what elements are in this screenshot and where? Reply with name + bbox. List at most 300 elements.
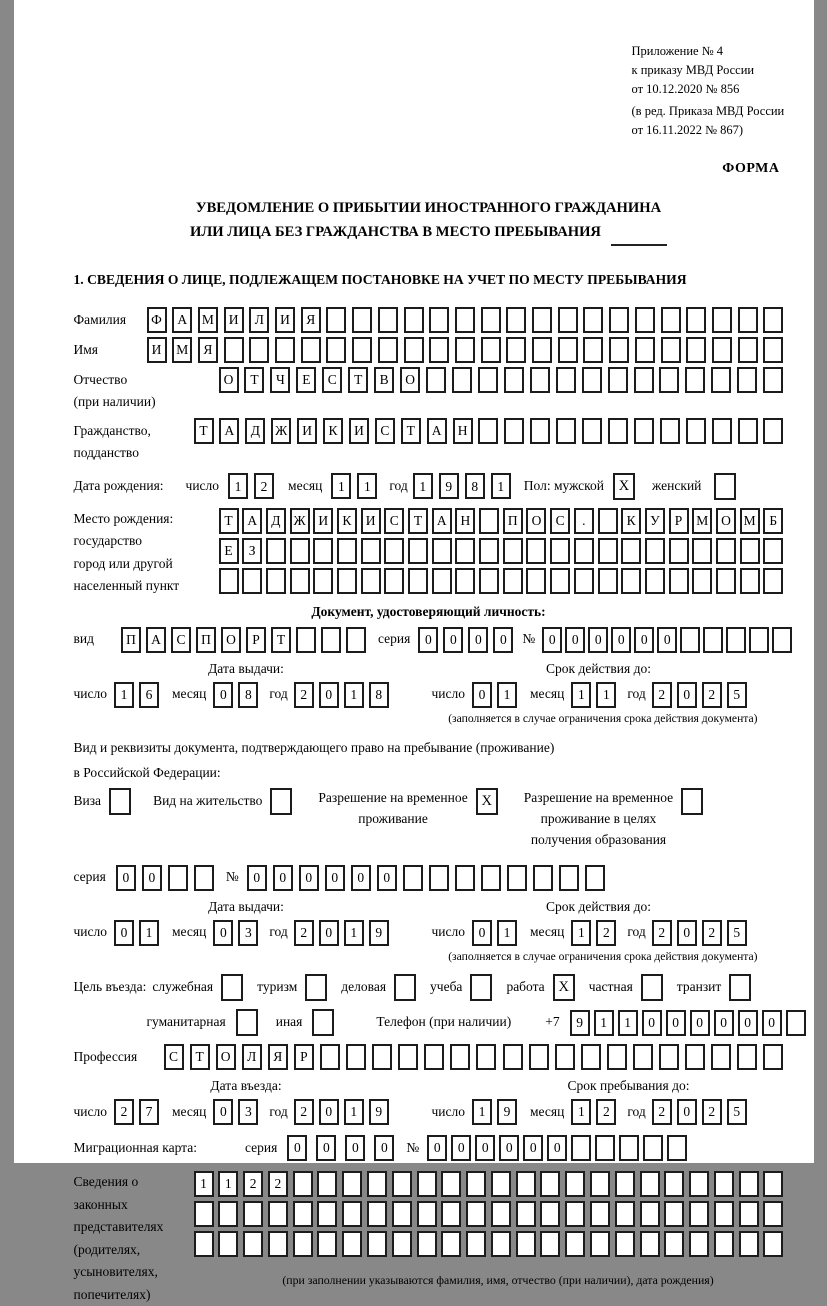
char-box[interactable]: 2 <box>652 1099 672 1125</box>
char-box[interactable] <box>556 367 576 393</box>
char-box[interactable] <box>590 1231 610 1257</box>
char-box[interactable]: 2 <box>702 1099 722 1125</box>
char-box[interactable] <box>583 337 603 363</box>
char-box[interactable]: Я <box>301 307 321 333</box>
char-box[interactable] <box>686 337 706 363</box>
char-box[interactable]: 5 <box>727 1099 747 1125</box>
char-box[interactable]: О <box>216 1044 236 1070</box>
char-box[interactable] <box>479 568 499 594</box>
char-box[interactable]: 1 <box>594 1010 614 1036</box>
char-box[interactable]: . <box>574 508 594 534</box>
char-box[interactable]: П <box>121 627 141 653</box>
char-box[interactable]: 0 <box>427 1135 447 1161</box>
char-box[interactable]: К <box>337 508 357 534</box>
char-box[interactable] <box>337 568 357 594</box>
char-box[interactable] <box>313 568 333 594</box>
char-box[interactable] <box>426 367 446 393</box>
char-box[interactable] <box>317 1231 337 1257</box>
char-box[interactable]: 1 <box>596 682 616 708</box>
char-box[interactable]: И <box>275 307 295 333</box>
char-box[interactable]: 0 <box>319 920 339 946</box>
purpose-работа-checkbox[interactable]: X <box>553 974 575 1001</box>
char-box[interactable] <box>608 418 628 444</box>
char-box[interactable]: 9 <box>439 473 459 499</box>
char-box[interactable]: 1 <box>491 473 511 499</box>
char-box[interactable] <box>441 1201 461 1227</box>
char-box[interactable]: А <box>427 418 447 444</box>
char-box[interactable]: 8 <box>238 682 258 708</box>
char-box[interactable] <box>441 1171 461 1197</box>
char-box[interactable]: 6 <box>139 682 159 708</box>
char-box[interactable]: А <box>432 508 452 534</box>
char-box[interactable]: Д <box>266 508 286 534</box>
char-box[interactable]: 0 <box>287 1135 307 1161</box>
char-box[interactable]: С <box>164 1044 184 1070</box>
char-box[interactable] <box>326 307 346 333</box>
char-box[interactable] <box>337 538 357 564</box>
char-box[interactable] <box>194 1231 214 1257</box>
char-box[interactable]: 9 <box>497 1099 517 1125</box>
char-box[interactable]: Т <box>244 367 264 393</box>
char-box[interactable]: 0 <box>677 920 697 946</box>
char-box[interactable] <box>466 1171 486 1197</box>
char-box[interactable]: И <box>361 508 381 534</box>
char-box[interactable] <box>417 1201 437 1227</box>
char-box[interactable] <box>634 418 654 444</box>
char-box[interactable]: 2 <box>652 682 672 708</box>
char-box[interactable] <box>429 337 449 363</box>
purpose-туризм-checkbox[interactable] <box>305 974 327 1001</box>
char-box[interactable]: 2 <box>254 473 274 499</box>
char-box[interactable] <box>384 538 404 564</box>
purpose-транзит-checkbox[interactable] <box>729 974 751 1001</box>
char-box[interactable]: 0 <box>443 627 463 653</box>
char-box[interactable] <box>432 538 452 564</box>
char-box[interactable]: И <box>313 508 333 534</box>
char-box[interactable] <box>346 1044 366 1070</box>
char-box[interactable]: 3 <box>238 920 258 946</box>
purpose-служебная-checkbox[interactable] <box>221 974 243 1001</box>
char-box[interactable]: 0 <box>345 1135 365 1161</box>
char-box[interactable] <box>352 337 372 363</box>
char-box[interactable] <box>664 1171 684 1197</box>
char-box[interactable] <box>598 508 618 534</box>
char-box[interactable]: 0 <box>142 865 162 891</box>
char-box[interactable] <box>504 418 524 444</box>
char-box[interactable] <box>737 1044 757 1070</box>
char-box[interactable] <box>763 1044 783 1070</box>
char-box[interactable] <box>346 627 366 653</box>
char-box[interactable] <box>455 865 475 891</box>
char-box[interactable]: 1 <box>344 920 364 946</box>
char-box[interactable]: 0 <box>472 682 492 708</box>
char-box[interactable] <box>530 367 550 393</box>
char-box[interactable] <box>533 865 553 891</box>
char-box[interactable] <box>763 307 783 333</box>
char-box[interactable]: 0 <box>565 627 585 653</box>
char-box[interactable]: А <box>146 627 166 653</box>
char-box[interactable] <box>168 865 188 891</box>
char-box[interactable] <box>621 568 641 594</box>
purpose-частная-checkbox[interactable] <box>641 974 663 1001</box>
char-box[interactable] <box>455 337 475 363</box>
char-box[interactable] <box>367 1171 387 1197</box>
char-box[interactable]: 3 <box>238 1099 258 1125</box>
char-box[interactable] <box>558 307 578 333</box>
char-box[interactable] <box>293 1171 313 1197</box>
char-box[interactable] <box>218 1201 238 1227</box>
char-box[interactable]: 0 <box>418 627 438 653</box>
char-box[interactable]: Т <box>408 508 428 534</box>
char-box[interactable] <box>450 1044 470 1070</box>
char-box[interactable]: 1 <box>344 1099 364 1125</box>
char-box[interactable] <box>763 367 783 393</box>
char-box[interactable]: 2 <box>596 920 616 946</box>
char-box[interactable]: М <box>740 508 760 534</box>
char-box[interactable]: М <box>692 508 712 534</box>
char-box[interactable]: 0 <box>316 1135 336 1161</box>
char-box[interactable]: 8 <box>369 682 389 708</box>
char-box[interactable]: 0 <box>451 1135 471 1161</box>
char-box[interactable] <box>342 1171 362 1197</box>
char-box[interactable] <box>712 307 732 333</box>
char-box[interactable] <box>686 307 706 333</box>
char-box[interactable]: 2 <box>702 920 722 946</box>
char-box[interactable] <box>441 1231 461 1257</box>
char-box[interactable]: Е <box>296 367 316 393</box>
char-box[interactable] <box>218 1231 238 1257</box>
char-box[interactable] <box>398 1044 418 1070</box>
char-box[interactable] <box>516 1231 536 1257</box>
char-box[interactable]: 0 <box>611 627 631 653</box>
char-box[interactable]: 5 <box>727 682 747 708</box>
char-box[interactable]: 1 <box>194 1171 214 1197</box>
char-box[interactable] <box>417 1171 437 1197</box>
char-box[interactable]: 0 <box>762 1010 782 1036</box>
char-box[interactable]: И <box>349 418 369 444</box>
char-box[interactable] <box>507 865 527 891</box>
char-box[interactable]: И <box>224 307 244 333</box>
char-box[interactable] <box>669 568 689 594</box>
char-box[interactable] <box>432 568 452 594</box>
char-box[interactable]: 0 <box>325 865 345 891</box>
char-box[interactable] <box>372 1044 392 1070</box>
char-box[interactable]: Ф <box>147 307 167 333</box>
char-box[interactable]: 9 <box>369 920 389 946</box>
char-box[interactable] <box>763 568 783 594</box>
char-box[interactable] <box>478 418 498 444</box>
char-box[interactable]: 0 <box>213 920 233 946</box>
char-box[interactable] <box>491 1201 511 1227</box>
char-box[interactable] <box>772 627 792 653</box>
char-box[interactable] <box>716 538 736 564</box>
char-box[interactable] <box>559 865 579 891</box>
char-box[interactable]: О <box>221 627 241 653</box>
char-box[interactable] <box>404 307 424 333</box>
purpose-деловая-checkbox[interactable] <box>394 974 416 1001</box>
char-box[interactable] <box>392 1171 412 1197</box>
option-visa-checkbox[interactable] <box>109 788 131 815</box>
char-box[interactable]: Р <box>294 1044 314 1070</box>
char-box[interactable] <box>478 367 498 393</box>
char-box[interactable] <box>558 337 578 363</box>
char-box[interactable] <box>342 1201 362 1227</box>
char-box[interactable] <box>738 337 758 363</box>
char-box[interactable]: 0 <box>299 865 319 891</box>
char-box[interactable] <box>392 1231 412 1257</box>
char-box[interactable] <box>664 1201 684 1227</box>
char-box[interactable] <box>361 568 381 594</box>
char-box[interactable] <box>714 1231 734 1257</box>
char-box[interactable]: 0 <box>677 682 697 708</box>
char-box[interactable] <box>565 1201 585 1227</box>
char-box[interactable] <box>266 568 286 594</box>
char-box[interactable]: Т <box>190 1044 210 1070</box>
purpose2-гуманитарная-checkbox[interactable] <box>236 1009 258 1036</box>
char-box[interactable]: З <box>242 538 262 564</box>
char-box[interactable] <box>194 865 214 891</box>
char-box[interactable]: 0 <box>468 627 488 653</box>
char-box[interactable] <box>404 337 424 363</box>
char-box[interactable]: П <box>503 508 523 534</box>
char-box[interactable] <box>481 307 501 333</box>
char-box[interactable]: 0 <box>377 865 397 891</box>
char-box[interactable] <box>313 538 333 564</box>
char-box[interactable]: 1 <box>228 473 248 499</box>
char-box[interactable] <box>540 1231 560 1257</box>
char-box[interactable] <box>635 307 655 333</box>
char-box[interactable] <box>661 337 681 363</box>
char-box[interactable]: С <box>384 508 404 534</box>
char-box[interactable] <box>763 337 783 363</box>
char-box[interactable]: 0 <box>499 1135 519 1161</box>
char-box[interactable] <box>506 307 526 333</box>
char-box[interactable] <box>686 418 706 444</box>
char-box[interactable]: 2 <box>294 682 314 708</box>
char-box[interactable]: М <box>172 337 192 363</box>
char-box[interactable] <box>243 1231 263 1257</box>
char-box[interactable] <box>615 1231 635 1257</box>
char-box[interactable] <box>739 1201 759 1227</box>
char-box[interactable]: 2 <box>294 1099 314 1125</box>
char-box[interactable] <box>680 627 700 653</box>
char-box[interactable] <box>516 1171 536 1197</box>
char-box[interactable]: А <box>242 508 262 534</box>
char-box[interactable]: С <box>171 627 191 653</box>
char-box[interactable] <box>384 568 404 594</box>
char-box[interactable]: 2 <box>596 1099 616 1125</box>
char-box[interactable]: 0 <box>116 865 136 891</box>
char-box[interactable] <box>516 1201 536 1227</box>
char-box[interactable]: 1 <box>344 682 364 708</box>
char-box[interactable] <box>417 1231 437 1257</box>
option-temp-residence-permit-checkbox[interactable]: X <box>476 788 498 815</box>
char-box[interactable]: Л <box>242 1044 262 1070</box>
char-box[interactable] <box>590 1171 610 1197</box>
char-box[interactable] <box>503 568 523 594</box>
char-box[interactable]: 2 <box>652 920 672 946</box>
char-box[interactable]: О <box>400 367 420 393</box>
char-box[interactable] <box>506 337 526 363</box>
char-box[interactable]: 1 <box>571 920 591 946</box>
char-box[interactable] <box>598 538 618 564</box>
char-box[interactable] <box>740 538 760 564</box>
char-box[interactable]: Т <box>348 367 368 393</box>
char-box[interactable]: 1 <box>139 920 159 946</box>
char-box[interactable]: 0 <box>351 865 371 891</box>
char-box[interactable] <box>703 627 723 653</box>
char-box[interactable] <box>378 307 398 333</box>
char-box[interactable] <box>408 568 428 594</box>
char-box[interactable]: А <box>172 307 192 333</box>
purpose-учеба-checkbox[interactable] <box>470 974 492 1001</box>
char-box[interactable] <box>590 1201 610 1227</box>
char-box[interactable] <box>633 1044 653 1070</box>
char-box[interactable] <box>367 1201 387 1227</box>
option-residence-permit-checkbox[interactable] <box>270 788 292 815</box>
char-box[interactable] <box>268 1201 288 1227</box>
char-box[interactable] <box>786 1010 806 1036</box>
char-box[interactable]: Д <box>245 418 265 444</box>
char-box[interactable] <box>242 568 262 594</box>
char-box[interactable] <box>479 538 499 564</box>
char-box[interactable] <box>583 307 603 333</box>
char-box[interactable] <box>296 627 316 653</box>
char-box[interactable]: 2 <box>114 1099 134 1125</box>
char-box[interactable] <box>645 538 665 564</box>
char-box[interactable] <box>659 1044 679 1070</box>
char-box[interactable] <box>268 1231 288 1257</box>
char-box[interactable]: 7 <box>139 1099 159 1125</box>
char-box[interactable]: 0 <box>542 627 562 653</box>
char-box[interactable]: 1 <box>571 682 591 708</box>
char-box[interactable]: 0 <box>273 865 293 891</box>
char-box[interactable] <box>275 337 295 363</box>
char-box[interactable] <box>455 568 475 594</box>
char-box[interactable] <box>290 568 310 594</box>
char-box[interactable]: Ч <box>270 367 290 393</box>
char-box[interactable] <box>738 307 758 333</box>
char-box[interactable]: Ж <box>290 508 310 534</box>
char-box[interactable] <box>326 337 346 363</box>
char-box[interactable] <box>619 1135 639 1161</box>
char-box[interactable] <box>609 337 629 363</box>
char-box[interactable] <box>692 568 712 594</box>
char-box[interactable]: 8 <box>465 473 485 499</box>
char-box[interactable] <box>634 367 654 393</box>
char-box[interactable]: И <box>297 418 317 444</box>
char-box[interactable] <box>194 1201 214 1227</box>
char-box[interactable] <box>726 627 746 653</box>
char-box[interactable]: С <box>550 508 570 534</box>
char-box[interactable]: М <box>198 307 218 333</box>
char-box[interactable] <box>424 1044 444 1070</box>
char-box[interactable] <box>526 568 546 594</box>
char-box[interactable] <box>714 1201 734 1227</box>
char-box[interactable] <box>763 538 783 564</box>
char-box[interactable]: О <box>526 508 546 534</box>
char-box[interactable] <box>667 1135 687 1161</box>
char-box[interactable] <box>532 307 552 333</box>
char-box[interactable]: 0 <box>247 865 267 891</box>
char-box[interactable]: 0 <box>475 1135 495 1161</box>
char-box[interactable] <box>452 367 472 393</box>
char-box[interactable] <box>574 538 594 564</box>
char-box[interactable]: 0 <box>114 920 134 946</box>
char-box[interactable] <box>689 1201 709 1227</box>
char-box[interactable]: 0 <box>690 1010 710 1036</box>
char-box[interactable] <box>455 307 475 333</box>
char-box[interactable] <box>392 1201 412 1227</box>
char-box[interactable] <box>403 865 423 891</box>
char-box[interactable] <box>290 538 310 564</box>
char-box[interactable] <box>481 337 501 363</box>
char-box[interactable]: 0 <box>666 1010 686 1036</box>
char-box[interactable] <box>529 1044 549 1070</box>
char-box[interactable]: 5 <box>727 920 747 946</box>
char-box[interactable] <box>739 1171 759 1197</box>
char-box[interactable]: П <box>196 627 216 653</box>
char-box[interactable]: О <box>716 508 736 534</box>
char-box[interactable] <box>685 367 705 393</box>
char-box[interactable] <box>635 337 655 363</box>
char-box[interactable] <box>712 337 732 363</box>
char-box[interactable] <box>550 568 570 594</box>
char-box[interactable]: К <box>323 418 343 444</box>
char-box[interactable] <box>321 627 341 653</box>
char-box[interactable] <box>491 1171 511 1197</box>
char-box[interactable]: 0 <box>213 682 233 708</box>
char-box[interactable] <box>540 1171 560 1197</box>
char-box[interactable] <box>664 1231 684 1257</box>
char-box[interactable] <box>266 538 286 564</box>
char-box[interactable]: 0 <box>472 920 492 946</box>
char-box[interactable] <box>243 1201 263 1227</box>
char-box[interactable]: 2 <box>268 1171 288 1197</box>
char-box[interactable]: Т <box>219 508 239 534</box>
char-box[interactable]: 0 <box>588 627 608 653</box>
char-box[interactable] <box>659 367 679 393</box>
char-box[interactable]: Н <box>453 418 473 444</box>
char-box[interactable] <box>219 568 239 594</box>
char-box[interactable] <box>661 307 681 333</box>
char-box[interactable]: 1 <box>357 473 377 499</box>
char-box[interactable]: О <box>219 367 239 393</box>
char-box[interactable] <box>479 508 499 534</box>
char-box[interactable]: 2 <box>294 920 314 946</box>
char-box[interactable] <box>615 1201 635 1227</box>
char-box[interactable]: 2 <box>702 682 722 708</box>
char-box[interactable] <box>378 337 398 363</box>
char-box[interactable]: Б <box>763 508 783 534</box>
option-temp-residence-education-checkbox[interactable] <box>681 788 703 815</box>
char-box[interactable]: 0 <box>657 627 677 653</box>
char-box[interactable] <box>749 627 769 653</box>
char-box[interactable] <box>565 1231 585 1257</box>
char-box[interactable]: 0 <box>714 1010 734 1036</box>
char-box[interactable] <box>737 367 757 393</box>
char-box[interactable]: 0 <box>319 682 339 708</box>
char-box[interactable]: 0 <box>738 1010 758 1036</box>
char-box[interactable]: 1 <box>218 1171 238 1197</box>
char-box[interactable]: С <box>322 367 342 393</box>
char-box[interactable] <box>491 1231 511 1257</box>
sex-male-checkbox[interactable]: X <box>613 473 635 500</box>
char-box[interactable] <box>763 1171 783 1197</box>
char-box[interactable] <box>643 1135 663 1161</box>
char-box[interactable] <box>367 1231 387 1257</box>
char-box[interactable] <box>608 367 628 393</box>
